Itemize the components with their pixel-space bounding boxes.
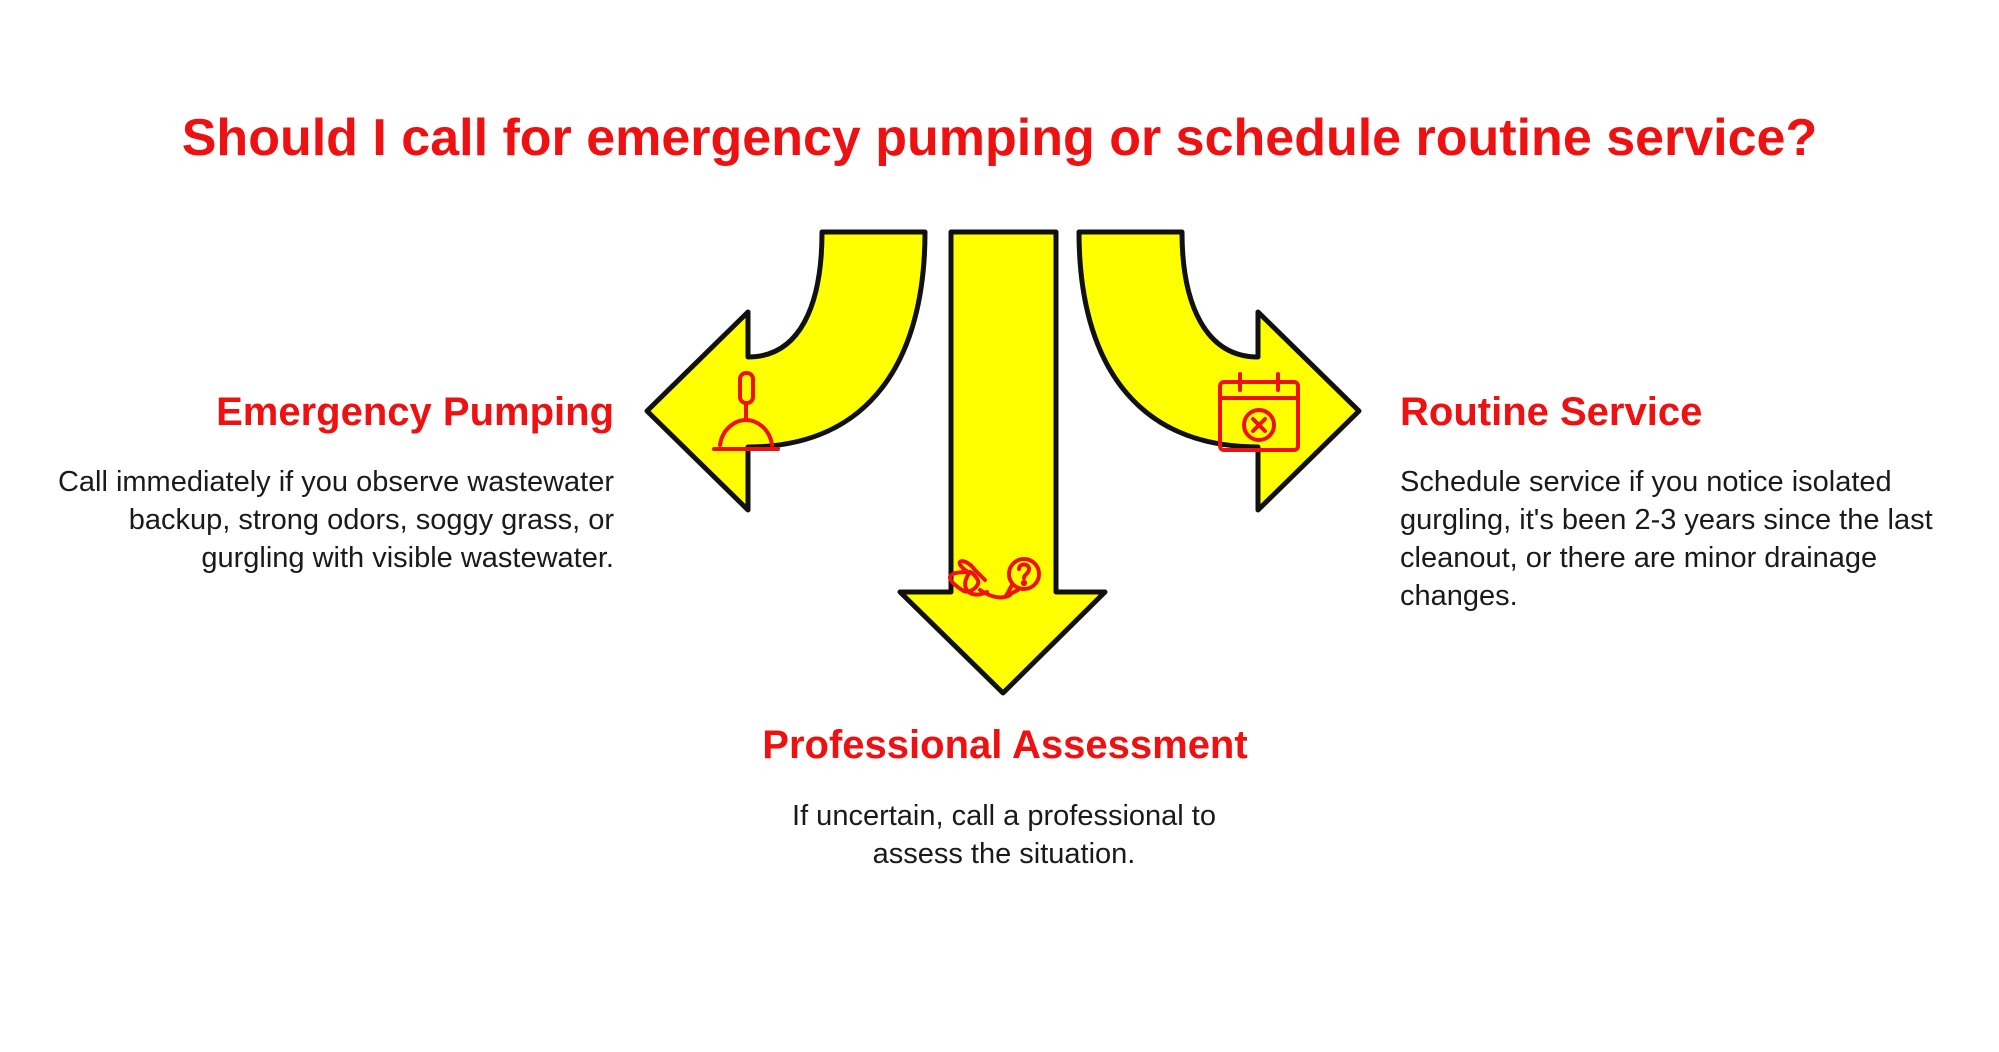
emergency-heading: Emergency Pumping bbox=[216, 390, 614, 434]
assessment-heading: Professional Assessment bbox=[762, 723, 1248, 767]
page-title: Should I call for emergency pumping or schedule routine service? bbox=[181, 109, 1818, 167]
arrow-left-emergency bbox=[647, 232, 925, 510]
arrow-right-routine bbox=[1079, 232, 1359, 510]
assessment-description: If uncertain, call a professional to assess the situation. bbox=[792, 800, 1216, 870]
arrow-down-assessment bbox=[900, 232, 1105, 693]
emergency-description: Call immediately if you observe wastewater backup, strong odors, soggy grass, or gurgling with visible wastewater. bbox=[57, 466, 614, 574]
routine-description: Schedule service if you notice isolated gurgling, it's been 2-3 years since the last cleanout, or there are minor drainage changes. bbox=[1400, 466, 1933, 612]
routine-heading: Routine Service bbox=[1400, 390, 1703, 434]
